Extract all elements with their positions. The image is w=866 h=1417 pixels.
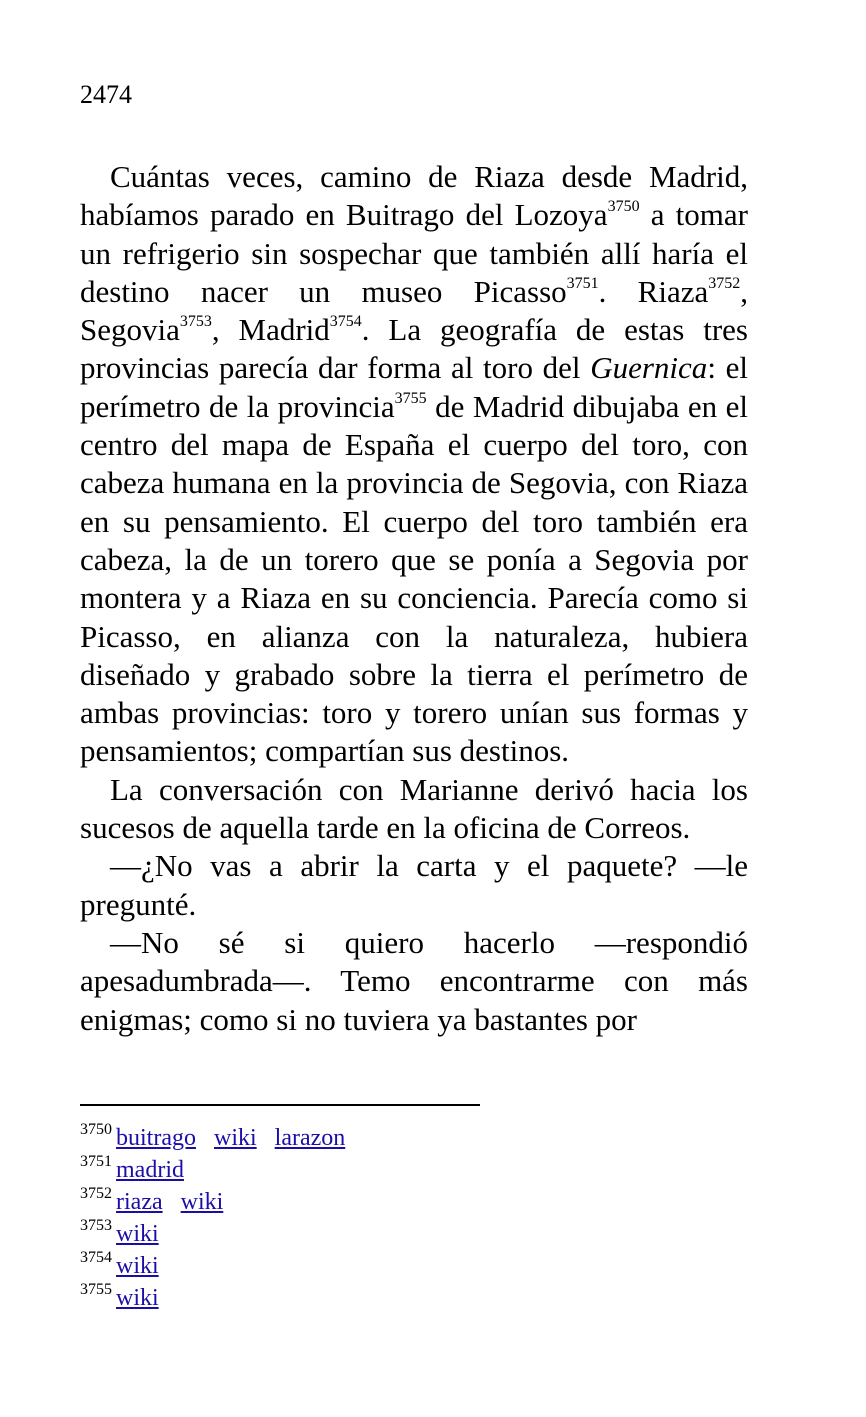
footnote-link[interactable]: madrid [116, 1157, 184, 1183]
footnote-link[interactable]: wiki [213, 1125, 257, 1151]
footnote-item [80, 1154, 363, 1186]
paragraph-1 [80, 158, 748, 771]
text: de Madrid dibujaba en el centro del mapa de España el cuerpo del toro, con cabeza humana en la provincia de Segovia, con Riaza en su pensamiento. El cuerpo del toro también era cabeza, la de un torero que se ponía a Segovia por montera y a Riaza en su conciencia. Parecía como si Picasso, en alianza con la naturaleza, hubiera diseñado y grabado sobre la tierra el perímetro de ambas provincias: toro y torero unían sus formas y pensamientos; compartían sus destinos. [80, 388, 748, 769]
footnote-item [80, 1250, 363, 1282]
footnote-number: 3752 [80, 1185, 112, 1202]
footnote-ref[interactable]: 3754 [329, 313, 362, 331]
footnote-item [80, 1186, 363, 1218]
footnote-item [80, 1122, 363, 1154]
footnote-ref[interactable]: 3751 [566, 274, 599, 292]
footnotes [80, 1122, 363, 1314]
body-text [80, 158, 748, 1039]
text: : el perímetro de la provincia [80, 350, 748, 424]
text: . Riaza [598, 273, 709, 309]
footnote-ref[interactable]: 3752 [708, 274, 741, 292]
footnote-link[interactable]: buitrago [116, 1125, 196, 1151]
footnote-ref[interactable]: 3755 [394, 389, 427, 407]
footnote-item [80, 1218, 363, 1250]
footnote-link[interactable]: wiki [116, 1253, 159, 1279]
text: a tomar un refrigerio sin sospechar que también allí haría el destino nacer un museo Picasso [80, 197, 748, 309]
footnote-ref[interactable]: 3753 [179, 313, 212, 331]
footnote-number: 3750 [80, 1121, 112, 1138]
footnote-number: 3753 [80, 1217, 112, 1234]
footnote-divider [80, 1104, 480, 1106]
text: , Segovia [80, 273, 748, 348]
page-number: 2474 [80, 80, 132, 109]
footnote-link[interactable]: wiki [180, 1189, 224, 1215]
italic-title: Guernica [590, 350, 708, 386]
paragraph-3: —¿No vas a abrir la carta y el paquete? —le pregunté. [80, 848, 748, 922]
footnote-number: 3754 [80, 1249, 112, 1266]
footnote-number: 3751 [80, 1153, 112, 1170]
text: Cuántas veces, camino de Riaza desde Madrid, habíamos parado en Buitrago del Lozoya [80, 159, 748, 233]
footnote-number: 3755 [80, 1281, 112, 1298]
text: , Madrid [211, 312, 330, 348]
footnote-link[interactable]: wiki [116, 1221, 159, 1247]
footnote-link[interactable]: wiki [116, 1285, 159, 1311]
footnote-ref[interactable]: 3750 [607, 198, 640, 216]
footnote-item [80, 1282, 363, 1314]
footnote-link[interactable]: larazon [274, 1125, 346, 1151]
paragraph-4: —No sé si quiero hacerlo —respondió apesadumbrada—. Temo encontrarme con más enigmas; como si no tuviera ya bastantes por [80, 924, 748, 1037]
paragraph-2: La conversación con Marianne derivó hacia los sucesos de aquella tarde en la oficina de Correos. [80, 771, 748, 846]
text: . La geografía de estas tres provincias parecía dar forma al toro del [80, 312, 748, 386]
footnote-link[interactable]: riaza [116, 1189, 163, 1215]
